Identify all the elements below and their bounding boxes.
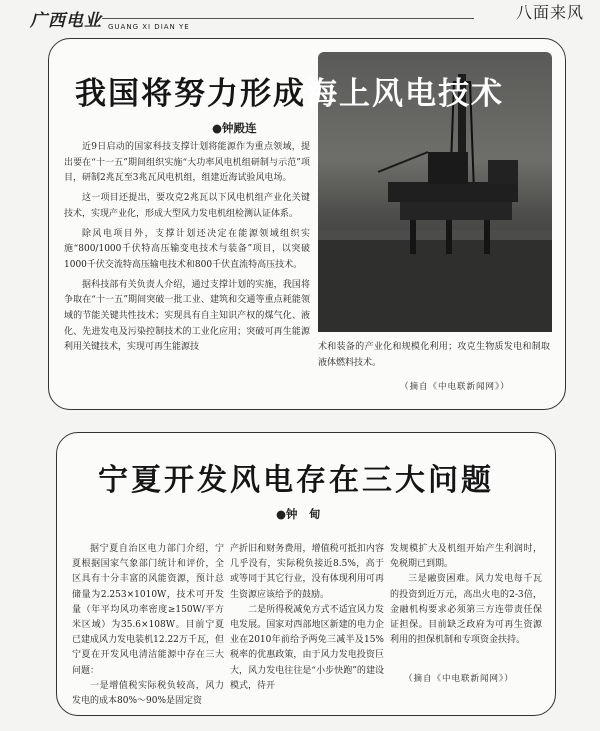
paragraph: 发规模扩大及机组开始产生利润时，免税期已到期。 (390, 544, 542, 570)
magazine-subtitle: GUANG XI DIAN YE (108, 23, 190, 31)
paragraph: 这一项目还提出，要攻克2兆瓦以下风电机组产业化关键技术，实现产业化，形成大型风力发电机组检测认证体系。 (64, 193, 310, 219)
paragraph: 三是融资困难。风力发电每千瓦的投资到近万元，高出火电的2-3倍，金融机构要求必须第三方连带责任保证担保。目前缺乏政府为可再生资源利用的担保机制和专项资金扶持。 (390, 574, 542, 646)
article-1-author: ●钟殿连 (212, 121, 257, 135)
article-2-title: 宁夏开发风电存在三大问题 (98, 463, 494, 498)
article-1-source: （摘自《中电联新闻网》） (400, 382, 510, 392)
paragraph: 二是所得税减免方式不适宜风力发电发展。国家对西部地区新建的电力企业在2010年前给予两免三减半及15%税率的优惠政策，由于风力发电投资巨大，风力发电往往是“小步快跑”的建设模式，待开 (230, 604, 384, 691)
magazine-logo: 广西电业 (30, 11, 102, 31)
article-1-title (75, 68, 504, 113)
paragraph: 近9日启动的国家科技支撑计划将能源作为重点领域，提出要在“十一五”期间组织实施“大功率风电机组研制与示范”项目，研制2兆瓦至3兆瓦风电机组，组建近海试验风电场。 (64, 142, 310, 184)
paragraph: 据科技部有关负责人介绍，通过支撑计划的实施，我国将争取在“十一五”期间突破一批工业、建筑和交通等重点耗能领域的节能关键共性技术；实现具有自主知识产权的煤气化、液化、先进发电及污染控制技术的工业化应用；突破可再生能源利用关键技术，实现可再生能源技 (64, 279, 310, 353)
header-rule (102, 18, 474, 19)
article-2-column-2 (230, 542, 384, 694)
paragraph: 据宁夏自治区电力部门介绍，宁夏根据国家气象部门统计和评价，全区具有十分丰富的风能资源，预计总储量为2.253×1010W，技术可开发量（年平均风功率密度≥150W/平方米区域）为35.6×108W。目前宁夏已建成风力发电装机12.22万千瓦，但宁夏在开发风电清洁能源中存在三大问题： (72, 544, 224, 676)
article-2-column-1 (72, 542, 224, 709)
title-part-2: 海上风电技术 (306, 76, 504, 112)
title-part-1: 我国将努力形成 (75, 76, 306, 112)
article-2-author: ●钟 甸 (276, 507, 321, 521)
article-1-body (64, 140, 310, 360)
article-2-column-3 (390, 542, 542, 648)
paragraph: 除风电项目外，支撑计划还决定在能源领域组织实施“800/1000千伏特高压输变电技术与装备”项目，以突破1000千伏交流特高压输电技术和800千伏直流特高压技术。 (64, 228, 310, 270)
paragraph: 一是增值税实际税负较高，风力发电的成本80%～90%是固定资 (72, 680, 224, 707)
section-name: 八面来风 (515, 3, 584, 22)
article-2-source: （摘自《中电联新闻网》） (404, 674, 514, 684)
article-1-continuation: 术和装备的产业化和规模化利用；攻克生物质发电和制取液体燃料技术。 (318, 342, 550, 368)
paragraph: 产折旧和财务费用，增值税可抵扣内容几乎没有，实际税负接近8.5%，高于或等同于其它行业，没有体现利用可再生资源应该给予的鼓励。 (230, 544, 384, 600)
